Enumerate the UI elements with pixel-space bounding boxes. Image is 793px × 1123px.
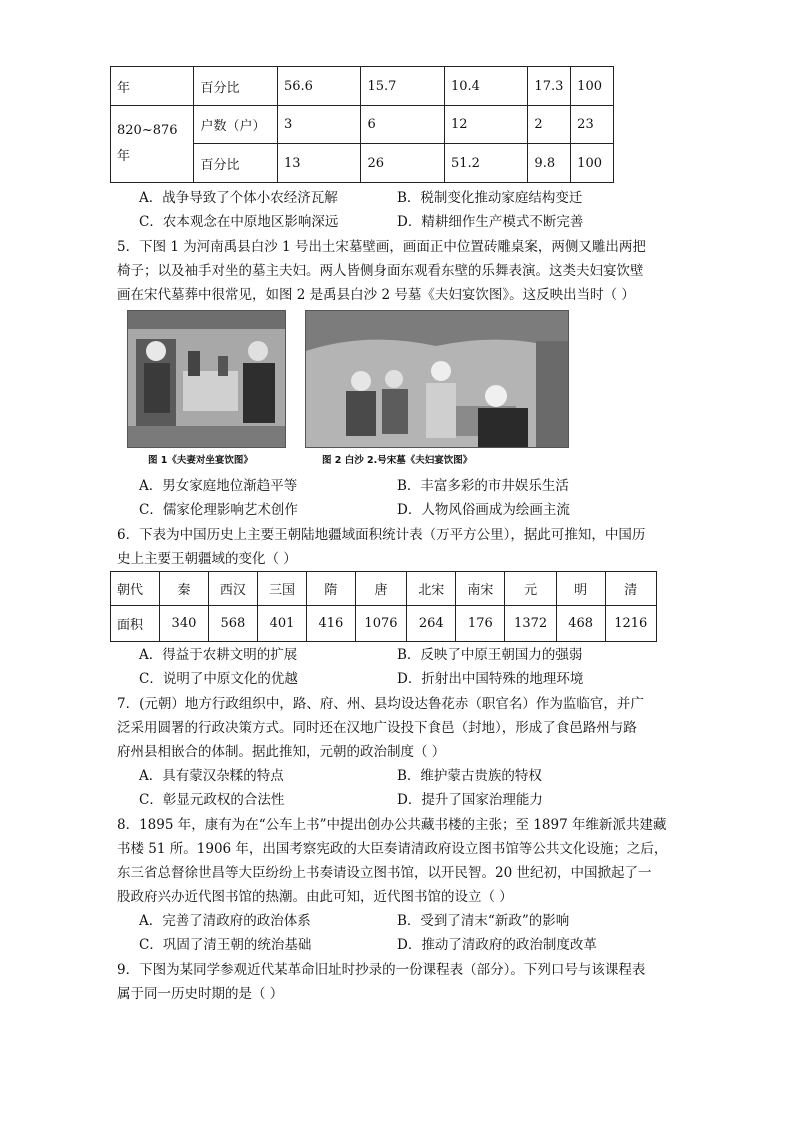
- table-cell: 年: [111, 67, 194, 106]
- q7-option-b[interactable]: B．维护蒙古贵族的特权: [397, 768, 542, 784]
- q7-option-a[interactable]: A．具有蒙汉杂糅的特点: [139, 768, 284, 784]
- table-cell: 10.4: [444, 67, 527, 106]
- q7-stem-line: 府州县相嵌合的体制。据此推知，元朝的政治制度（ ）: [117, 744, 446, 760]
- table-row: [111, 572, 657, 606]
- q7-stem-line: 7．(元朝）地方行政组织中，路、府、州、县均设达鲁花赤（职官名）作为监临官，并广: [117, 696, 644, 712]
- table-cell: 340: [160, 606, 209, 642]
- table-header-cell: 北宋: [407, 572, 456, 606]
- territory-table: [110, 571, 657, 642]
- table-cell: 9.8: [528, 144, 571, 183]
- table-cell: 100: [571, 144, 614, 183]
- household-table: [110, 66, 614, 183]
- table-row: [111, 67, 614, 106]
- table-header-cell: 元: [505, 572, 556, 606]
- table-cell: 3: [277, 106, 360, 144]
- q5-option-c[interactable]: C．儒家伦理影响艺术创作: [139, 502, 298, 518]
- q8-stem-line: 东三省总督徐世昌等大臣纷纷上书奏请设立图书馆，以开民智。20 世纪初，中国掀起了一: [117, 865, 652, 881]
- q8-option-d[interactable]: D．推动了清政府的政治制度改革: [397, 937, 597, 953]
- q7-option-c[interactable]: C．彰显元政权的合法性: [139, 792, 285, 808]
- q6-stem-line: 6．下表为中国历史上主要王朝陆地疆域面积统计表（万平方公里），据此可推知，中国历: [117, 527, 646, 543]
- table-row: [111, 106, 614, 144]
- table-cell: 568: [208, 606, 257, 642]
- figure-1-caption: 图 1《夫妻对坐宴饮图》: [148, 455, 253, 466]
- table-cell: 56.6: [277, 67, 360, 106]
- q8-stem-line: 8．1895 年，康有为在“公车上书”中提出创办公共藏书楼的主张；至 1897 年维新派共建藏: [117, 817, 667, 833]
- q5-option-a[interactable]: A．男女家庭地位渐趋平等: [139, 478, 298, 494]
- table-cell: 2: [528, 106, 571, 144]
- q7-stem-line: 泛采用圆署的行政决策方式。同时还在汉地广设投下食邑（封地），形成了食邑路州与路: [117, 720, 637, 736]
- q6-stem-line: 史上主要王朝疆域的变化（ ）: [117, 551, 297, 567]
- q5-stem-line: 椅子；以及袖手对坐的墓主夫妇。两人皆侧身面东观看东壁的乐舞表演。这类夫妇宴饮壁: [117, 263, 644, 279]
- table-cell: 100: [571, 67, 614, 106]
- q9-stem-line: 9．下图为某同学参观近代某革命旧址时抄录的一份课程表（部分）。下列口号与该课程表: [117, 962, 646, 978]
- q5-stem-line: 5．下图 1 为河南禹县白沙 1 号出土宋墓壁画，画面正中位置砖雕桌案，两侧又雕出两把: [117, 239, 646, 255]
- table-header-cell: 秦: [160, 572, 209, 606]
- q6-option-b[interactable]: B．反映了中原王朝国力的强弱: [397, 647, 583, 663]
- mural-figure-1: [127, 310, 286, 448]
- table-cell: 户数（户）: [194, 106, 277, 144]
- table-cell: 1372: [505, 606, 556, 642]
- table-header-cell: 南宋: [456, 572, 505, 606]
- table-header-cell: 隋: [307, 572, 356, 606]
- table-cell: 1216: [605, 606, 656, 642]
- table-cell: 17.3: [528, 67, 571, 106]
- table-cell: 468: [556, 606, 605, 642]
- table-cell: 面积: [111, 606, 160, 642]
- mural-image-2: [306, 311, 568, 447]
- table-cell: 264: [407, 606, 456, 642]
- q8-option-c[interactable]: C．巩固了清王朝的统治基础: [139, 937, 312, 953]
- table-cell: 15.7: [361, 67, 444, 106]
- q6-option-d[interactable]: D．折射出中国特殊的地理环境: [397, 671, 584, 687]
- q4-option-b[interactable]: B．税制变化推动家庭结构变迁: [397, 190, 583, 206]
- table-cell: 6: [361, 106, 444, 144]
- q6-option-c[interactable]: C．说明了中原文化的优越: [139, 671, 298, 687]
- table-cell: 176: [456, 606, 505, 642]
- figure-2-caption: 图 2 白沙 2.号宋墓《夫妇宴饮图》: [322, 455, 473, 466]
- table-cell-period: [111, 106, 194, 183]
- table-cell: 百分比: [194, 67, 277, 106]
- table-header-cell: 明: [556, 572, 605, 606]
- q4-option-d[interactable]: D．精耕细作生产模式不断完善: [397, 214, 584, 230]
- table-cell: 401: [257, 606, 306, 642]
- table-cell: 12: [444, 106, 527, 144]
- table-cell: 51.2: [444, 144, 527, 183]
- table-header-cell: 唐: [355, 572, 406, 606]
- table-header-cell: 清: [605, 572, 656, 606]
- q4-option-a[interactable]: A．战争导致了个体小农经济瓦解: [139, 190, 338, 206]
- table-cell: 23: [571, 106, 614, 144]
- q8-stem-line: 书楼 51 所。1906 年，出国考察宪政的大臣奏请清政府设立图书馆等公共文化设施；之后，: [117, 841, 668, 857]
- mural-figure-2: [305, 310, 569, 448]
- table-header-cell: 三国: [257, 572, 306, 606]
- table-cell: 13: [277, 144, 360, 183]
- q8-stem-line: 股政府兴办近代图书馆的热潮。由此可知，近代图书馆的设立（ ）: [117, 889, 513, 905]
- table-cell: 1076: [355, 606, 406, 642]
- q8-option-a[interactable]: A．完善了清政府的政治体系: [139, 913, 311, 929]
- q9-stem-line: 属于同一历史时期的是（ ）: [117, 986, 284, 1002]
- q5-stem-line: 画在宋代墓葬中很常见，如图 2 是禹县白沙 2 号墓《夫妇宴饮图》。这反映出当时（ ）: [117, 287, 635, 303]
- table-header-cell: 朝代: [111, 572, 160, 606]
- table-cell: 416: [307, 606, 356, 642]
- table-row: [111, 606, 657, 642]
- table-cell: 26: [361, 144, 444, 183]
- table-header-cell: 西汉: [208, 572, 257, 606]
- period-label-suffix: 年: [117, 149, 131, 164]
- table-cell: 百分比: [194, 144, 277, 183]
- period-label: 820~876: [117, 123, 178, 138]
- q5-option-d[interactable]: D．人物风俗画成为绘画主流: [397, 502, 570, 518]
- q4-option-c[interactable]: C．农本观念在中原地区影响深远: [139, 214, 339, 230]
- q8-option-b[interactable]: B．受到了清末“新政”的影响: [397, 913, 570, 929]
- q5-option-b[interactable]: B．丰富多彩的市井娱乐生活: [397, 478, 569, 494]
- q7-option-d[interactable]: D．提升了国家治理能力: [397, 792, 543, 808]
- q6-option-a[interactable]: A．得益于农耕文明的扩展: [139, 647, 298, 663]
- mural-image-1: [128, 311, 285, 447]
